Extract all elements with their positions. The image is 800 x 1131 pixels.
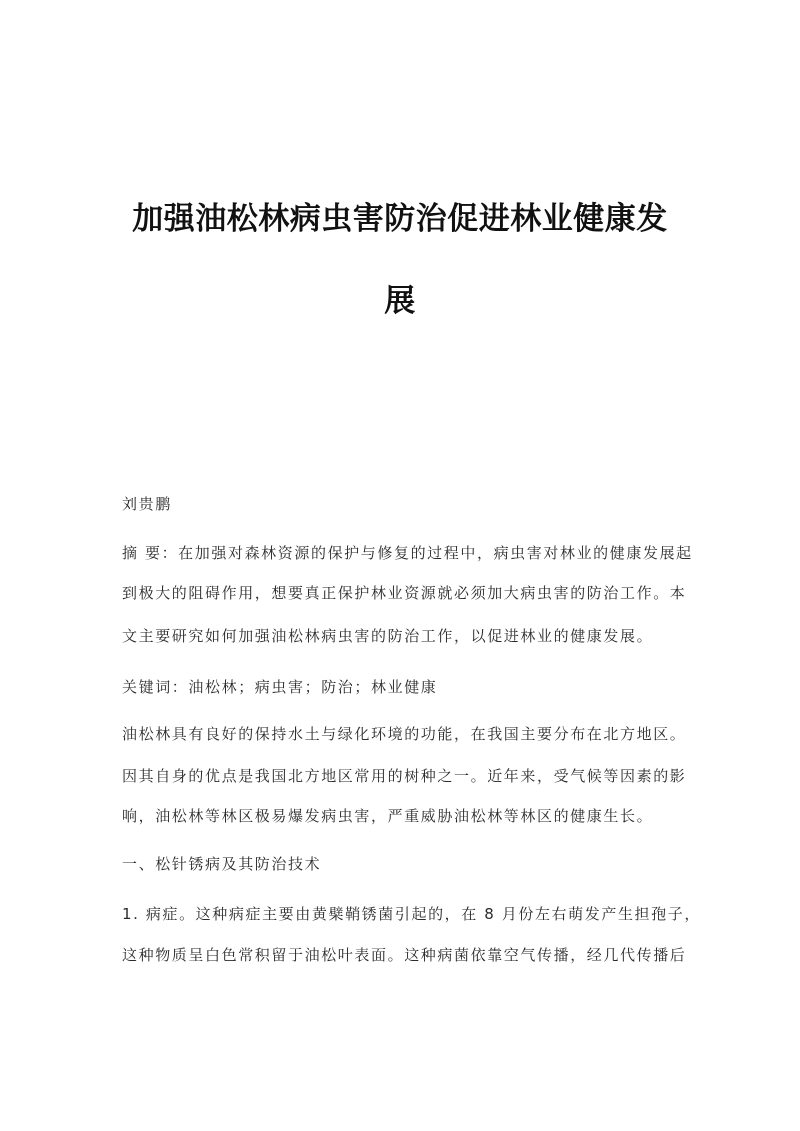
section-heading: 一、松针锈病及其防治技术 bbox=[122, 855, 322, 873]
author-name: 刘贵鹏 bbox=[122, 495, 172, 513]
body-paragraph-line: 这种物质呈白色常积留于油松叶表面。这种病菌依靠空气传播，经几代传播后 bbox=[122, 946, 687, 964]
body-paragraph-line: 1. 病症。这种病症主要由黄檗鞘锈菌引起的，在 8 月份左右萌发产生担孢子， bbox=[122, 905, 701, 923]
abstract-line: 摘 要：在加强对森林资源的保护与修复的过程中，病虫害对林业的健康发展起 bbox=[122, 544, 693, 562]
document-title: 加强油松林病虫害防治促进林业健康发 bbox=[132, 201, 668, 237]
abstract-line: 文主要研究如何加强油松林病虫害的防治工作，以促进林业的健康发展。 bbox=[122, 627, 654, 645]
body-paragraph-line: 响，油松林等林区极易爆发病虫害，严重威胁油松林等林区的健康生长。 bbox=[122, 807, 654, 825]
abstract-line: 到极大的阻碍作用，想要真正保护林业资源就必须加大病虫害的防治工作。本 bbox=[122, 584, 687, 602]
body-paragraph-line: 油松林具有良好的保持水土与绿化环境的功能，在我国主要分布在北方地区。 bbox=[122, 725, 687, 743]
body-paragraph-line: 因其自身的优点是我国北方地区常用的树种之一。近年来，受气候等因素的影 bbox=[122, 767, 687, 785]
keywords-line: 关键词：油松林；病虫害；防治；林业健康 bbox=[122, 678, 438, 696]
document-title-continued: 展 bbox=[384, 283, 416, 319]
